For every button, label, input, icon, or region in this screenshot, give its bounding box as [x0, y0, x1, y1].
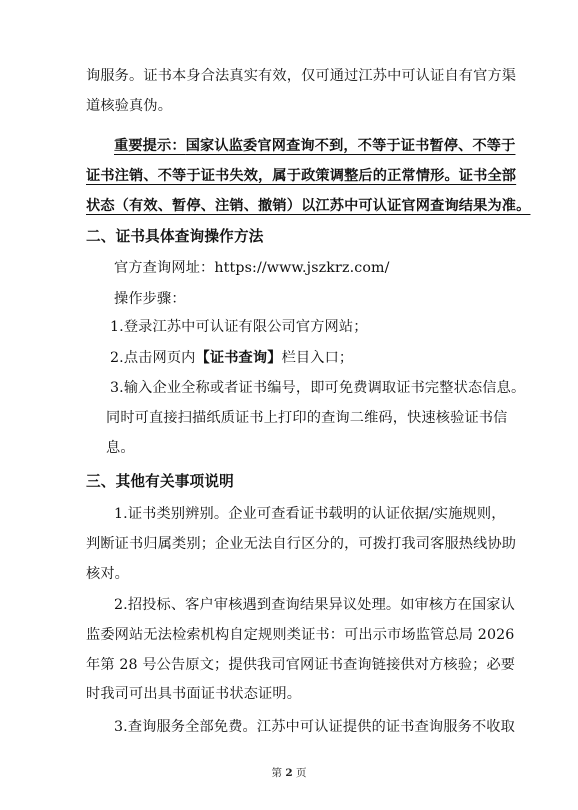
text-line: 3.输入企业全称或者证书编号，即可免费调取证书完整状态信息。 — [110, 380, 526, 396]
step-2-text: 2.点击网页内 — [110, 350, 196, 366]
official-website: 官方查询网址：https://www.jszkrz.com/ — [114, 260, 390, 276]
section-heading-3: 三、其他有关事项说明 — [86, 473, 234, 490]
footer-prefix: 第 — [271, 767, 282, 779]
notice-text: 国家认监委官网查询不到，不等于证书暂停、不等于 — [185, 138, 516, 154]
certificate-query-entry: 【证书查询】 — [195, 350, 282, 366]
text-line: 3.查询服务全部免费。江苏中可认证提供的证书查询服务不收取 — [114, 719, 515, 735]
note-item-3 — [86, 713, 515, 743]
footer-suffix: 页 — [296, 767, 307, 779]
important-notice — [86, 132, 531, 221]
notice-line: 证书注销、不等于证书失效，属于政策调整后的正常情形。证书全部 — [86, 167, 517, 184]
text-line: 时我司可出具书面证书状态证明。 — [86, 686, 302, 703]
text-line: 年第 28 号公告原文；提供我司官网证书查询链接供对方核验；必要 — [86, 656, 516, 673]
text-line: 道核验真伪。 — [86, 97, 173, 114]
step-3 — [106, 374, 530, 463]
text-line: 询服务。证书本身合法真实有效，仅可通过江苏中可认证自有官方渠 — [86, 68, 517, 84]
text-line: 判断证书归属类别；企业无法自行区分的，可拨打我司客服热线协助 — [86, 535, 517, 552]
paragraph-intro — [86, 62, 517, 122]
text-line: 1.证书类别辨别。企业可查看证书载明的认证依据/实施规则， — [114, 506, 506, 522]
page-footer — [0, 765, 578, 781]
steps-label: 操作步骤： — [114, 291, 186, 307]
section-heading-2: 二、证书具体查询操作方法 — [86, 228, 264, 245]
text-line: 核对。 — [86, 565, 130, 582]
text-line: 监委网站无法检索机构自定规则类证书：可出示市场监管总局 2026 — [86, 626, 515, 643]
notice-line — [86, 132, 516, 162]
text-line: 同时可直接扫描纸质证书上打印的查询二维码，快速核验证书信 — [106, 409, 508, 426]
note-item-2 — [86, 591, 516, 710]
note-item-1 — [86, 500, 517, 589]
notice-line: 状态（有效、暂停、注销、撤销）以江苏中可认证官网查询结果为准。 — [86, 197, 531, 214]
step-2 — [110, 344, 520, 374]
step-1: 1.登录江苏中可认证有限公司官方网站； — [110, 319, 368, 335]
text-line: 息。 — [106, 439, 135, 456]
notice-label: 重要提示： — [114, 138, 186, 154]
page-number: 2 — [285, 767, 293, 779]
text-line: 2.招投标、客户审核遇到查询结果异议处理。如审核方在国家认 — [114, 597, 515, 613]
step-2-text: 栏目入口； — [281, 350, 354, 366]
